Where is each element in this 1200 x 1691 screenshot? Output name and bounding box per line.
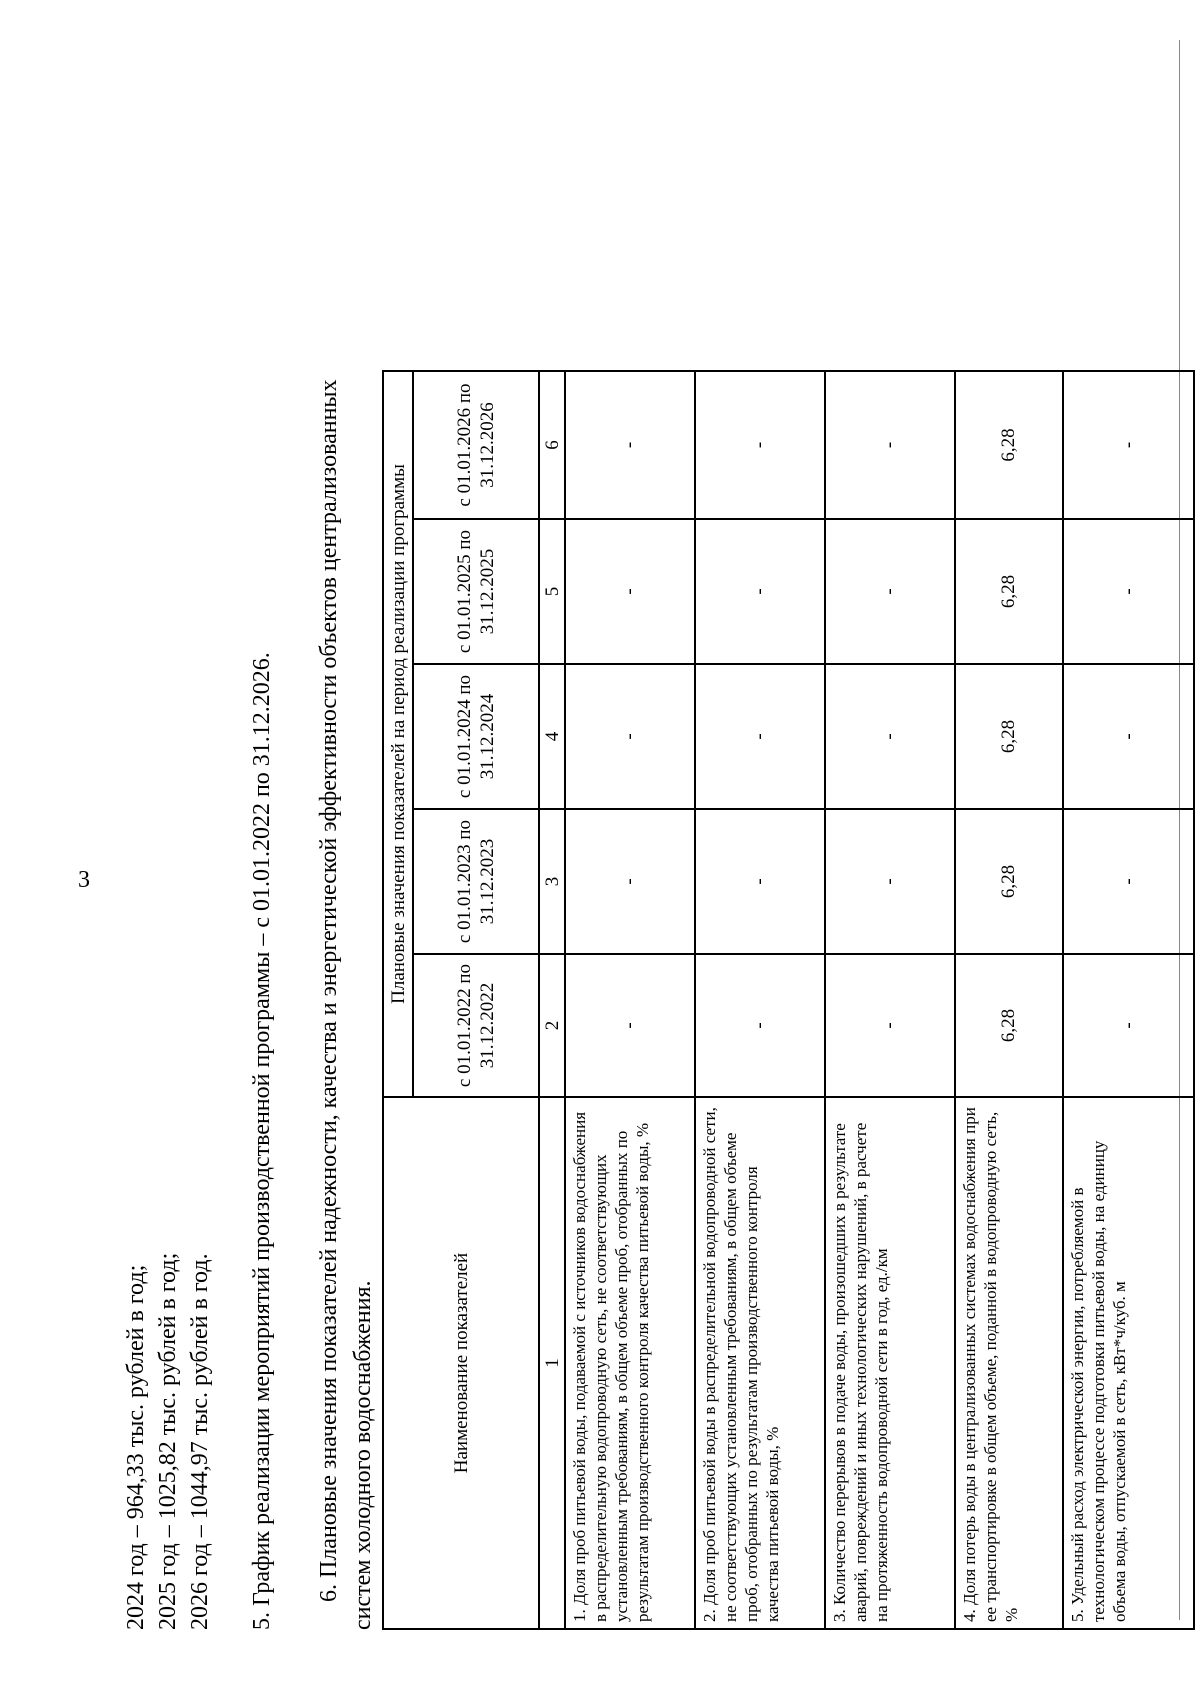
table-cell: 6,28 [998,428,1019,462]
section-6-line-1: 6. Плановые значения показателей надежности, качества и энергетической эффективности объектов централизованных [316,379,342,1602]
budget-line-2024: 2024 год – 964,33 тыс. рублей в год; [123,1264,149,1630]
table-cell: - [1117,441,1139,449]
table-row-name: 1. Доля проб питьевой воды, подаваемой с источников водоснабжения в распределительную водопроводную сеть, не соответствующих установленным требованиям, в общем объеме проб, отобранных по результатам производственного контроля качества питьевой воды, % [570,1111,652,1622]
column-number: 6 [541,440,563,450]
column-number: 3 [541,876,563,887]
table-cell: - [879,878,900,885]
table-cell: - [1117,1022,1139,1029]
table-cell: - [619,441,640,449]
period-header-2022: с 01.01.2022 по 31.12.2022 [454,963,498,1088]
period-header-2025: с 01.01.2025 по 31.12.2025 [454,529,498,654]
table-cell: - [749,1022,770,1029]
indicators-table [382,370,1195,1630]
planned-values-group-header: Плановые значения показателей на период реализации программы [387,464,409,1004]
table-cell: - [1117,588,1139,595]
budget-line-2025: 2025 год – 1025,82 тыс. рублей в год; [155,1252,181,1630]
rotated-content [120,130,1180,1630]
section-6-line-2: систем холодного водоснабжения. [350,1280,376,1630]
table-cell: - [619,588,640,595]
name-column-header: Наименование показателей [450,1252,472,1474]
table-cell: 6,28 [998,719,1019,754]
table-cell: - [619,733,640,740]
table-row-name: 2. Доля проб питьевой воды в распределительной водопроводной сети, не соответствующих установленным требованиям, в общем объеме проб, отобранных по результатам производственного контроля качества питьевой воды, % [700,1107,782,1622]
table-cell: - [619,878,640,885]
budget-line-2026: 2026 год – 1044,97 тыс. рублей в год. [187,1253,213,1630]
column-number: 5 [541,586,563,597]
budget-lines [120,1253,216,1630]
table-cell: 6,28 [998,1008,1019,1043]
table-cell: - [879,441,900,449]
table-cell: 6,28 [998,574,1019,609]
table-cell: - [619,1022,640,1029]
period-header-2023: с 01.01.2023 по 31.12.2023 [454,819,498,944]
table-row-name: 3. Количество перерывов в подаче воды, произошедших в результате аварий, повреждений и иных технологических нарушений, в расчете на протяженность водопроводной сети в год, ед./км [830,1122,891,1622]
table-cell: 6,28 [998,864,1019,899]
period-header-2026: с 01.01.2026 по 31.12.2026 [454,383,498,507]
column-number: 1 [541,1358,563,1368]
table-cell: - [1117,733,1139,740]
table-cell: - [749,441,770,449]
table-cell: - [749,733,770,740]
table-cell: - [749,588,770,595]
table-cell: - [1117,878,1139,885]
section-5-paragraph: 5. График реализации мероприятий производственной программы – с 01.01.2022 по 31.12.2026. [249,652,275,1630]
column-number: 4 [541,731,563,742]
table-cell: - [879,1022,900,1029]
table-cell: - [879,733,900,740]
page-number: 3 [78,867,90,893]
table-row-name: 5. Удельный расход электрической энергии, потребляемой в технологическом процессе подготовки питьевой воды, на единицу объема воды, отпускаемой в сеть, кВт*ч/куб. м [1068,1140,1129,1622]
column-number: 2 [541,1020,563,1031]
table-cell: - [879,588,900,595]
section-6-heading [312,340,380,1630]
table-row-name: 4. Доля потерь воды в централизованных системах водоснабжения при ее транспортировке в общем объеме, поданной в водопроводную сеть, % [960,1107,1021,1622]
period-header-2024: с 01.01.2024 по 31.12.2024 [454,674,498,799]
table-cell: - [749,878,770,885]
